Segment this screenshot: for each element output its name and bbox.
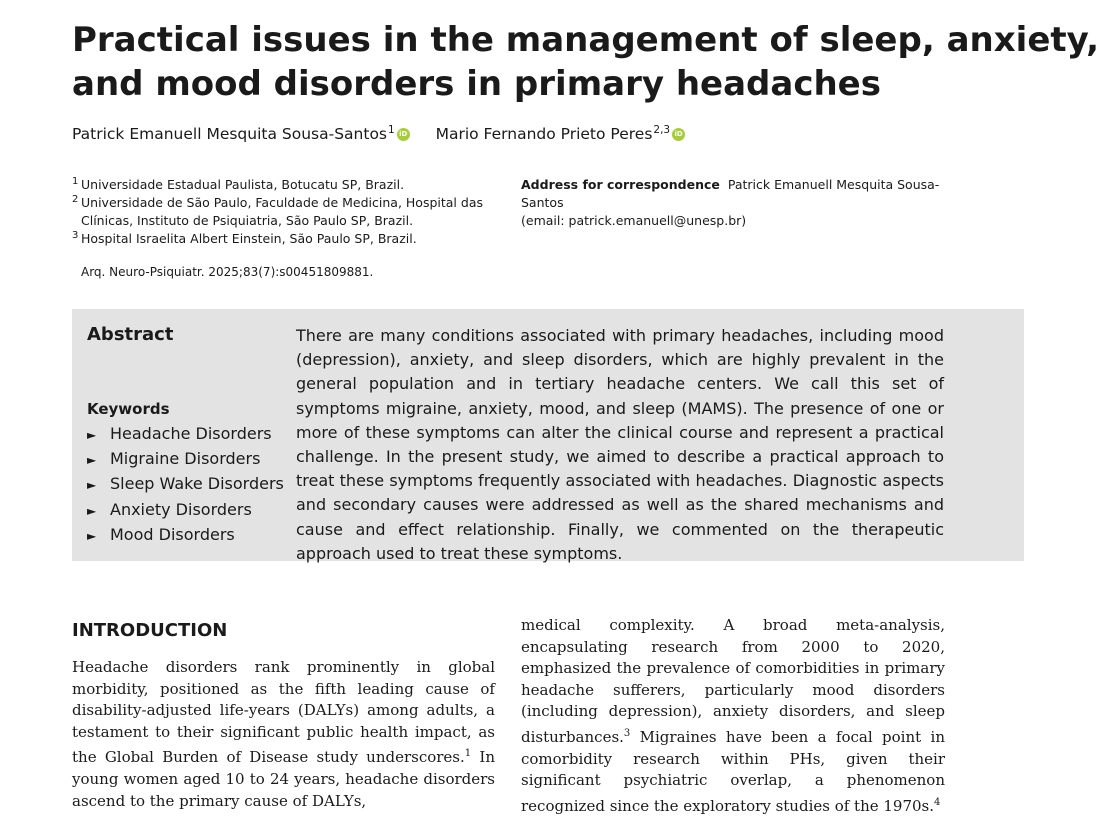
arrow-right-icon: ► bbox=[87, 428, 97, 442]
affiliation-item bbox=[72, 194, 492, 230]
author-affil-ref: 2,3 bbox=[653, 124, 671, 136]
keywords-heading: Keywords bbox=[87, 400, 170, 418]
affiliation-number: 2 bbox=[72, 194, 79, 205]
abstract-heading: Abstract bbox=[87, 324, 174, 345]
affiliation-number: 1 bbox=[72, 176, 79, 187]
title-line-1: Practical issues in the management of sleep, anxiety, bbox=[72, 20, 1099, 60]
abstract-text: There are many conditions associated with primary headaches, including mood (depression), anxiety, and sleep disorders, which are highly prevalent in the general population and in tertiary headache centers. We call this set of symptoms migraine, anxiety, mood, and sleep (MAMS). The presence of one or more of these symptoms can alter the clinical course and represent a practical challenge. In the present study, we aimed to describe a practical approach to treat these symptoms frequently associated with headaches. Diagnostic aspects and secondary causes were addressed as well as the shared mechanisms and cause and effect relationship. Finally, we commented on the therapeutic approach used to treat these symptoms. bbox=[296, 326, 944, 563]
keyword-list bbox=[87, 422, 284, 548]
orcid-icon[interactable]: iD bbox=[672, 128, 685, 141]
author-list bbox=[72, 124, 685, 143]
author-affil-ref: 1 bbox=[388, 124, 395, 136]
correspondence-email[interactable]: (email: patrick.emanuell@unesp.br) bbox=[521, 213, 747, 228]
correspondence bbox=[521, 176, 961, 230]
affiliation-line: Clínicas, Instituto de Psiquiatria, São Paulo SP, Brazil. bbox=[81, 213, 414, 228]
arrow-right-icon: ► bbox=[87, 503, 97, 518]
affiliation-number: 3 bbox=[72, 230, 79, 241]
keyword-item[interactable] bbox=[87, 523, 284, 548]
orcid-icon[interactable]: iD bbox=[397, 128, 410, 141]
author-name[interactable]: Patrick Emanuell Mesquita Sousa-Santos bbox=[72, 125, 388, 143]
keyword-item[interactable] bbox=[87, 447, 284, 472]
keyword-label: Mood Disorders bbox=[110, 524, 235, 544]
affiliation-line: Hospital Israelita Albert Einstein, São Paulo SP, Brazil. bbox=[81, 231, 417, 246]
reference-link[interactable]: 4 bbox=[934, 796, 941, 808]
abstract-box bbox=[72, 309, 1024, 561]
keyword-label: Headache Disorders bbox=[110, 424, 272, 443]
arrow-right-icon: ► bbox=[87, 528, 97, 543]
keyword-item[interactable] bbox=[87, 498, 284, 523]
section-heading-introduction: INTRODUCTION bbox=[72, 620, 228, 641]
affiliation-line: Universidade de São Paulo, Faculdade de Medicina, Hospital das bbox=[81, 195, 483, 210]
keyword-item[interactable] bbox=[87, 472, 284, 497]
affiliation-item bbox=[72, 176, 492, 194]
affiliations bbox=[72, 176, 492, 248]
body-column-right bbox=[521, 615, 945, 817]
arrow-right-icon: ► bbox=[87, 453, 97, 468]
arrow-right-icon: ► bbox=[87, 478, 97, 493]
body-text: Migraines have been a focal point in comorbidity research within PHs, given their significant psychiatric overlap, a phenomenon recognized since the exploratory studies of the 1970s. bbox=[521, 727, 945, 815]
body-column-left bbox=[72, 657, 495, 812]
author-name[interactable]: Mario Fernando Prieto Peres bbox=[435, 125, 653, 143]
body-text: Headache disorders rank prominently in global morbidity, positioned as the fifth leading cause of disability-adjusted life-years (DALYs) among adults, a testament to their significant public health impact, as the Global Burden of Disease study underscores. bbox=[72, 658, 495, 767]
keyword-item[interactable] bbox=[87, 422, 284, 447]
correspondence-name: Patrick Emanuell Mesquita Sousa-Santos bbox=[521, 177, 940, 210]
keyword-label: Anxiety Disorders bbox=[110, 499, 252, 519]
keyword-label: Sleep Wake Disorders bbox=[110, 474, 284, 494]
affiliation-item bbox=[72, 230, 492, 248]
citation: Arq. Neuro-Psiquiatr. 2025;83(7):s00451809881. bbox=[81, 265, 374, 279]
reference-link[interactable]: 1 bbox=[464, 748, 472, 760]
title-line-2: and mood disorders in primary headaches bbox=[72, 64, 881, 104]
body-text: medical complexity. A broad meta-analysis, encapsulating research from 2000 to 2020, emphasized the prevalence of comorbidities in primary headache sufferers, particularly mood disorders (including depression), anxiety disorders, and sleep disturbances. bbox=[521, 616, 945, 746]
keyword-label: Migraine Disorders bbox=[110, 449, 261, 469]
reference-link[interactable]: 3 bbox=[623, 727, 631, 739]
article-title bbox=[72, 18, 1099, 106]
correspondence-label: Address for correspondence bbox=[521, 177, 720, 192]
body-text: In young women aged 10 to 24 years, headache disorders ascend to the primary cause of DALYs, bbox=[72, 748, 495, 810]
affiliation-line: Universidade Estadual Paulista, Botucatu SP, Brazil. bbox=[81, 177, 405, 192]
